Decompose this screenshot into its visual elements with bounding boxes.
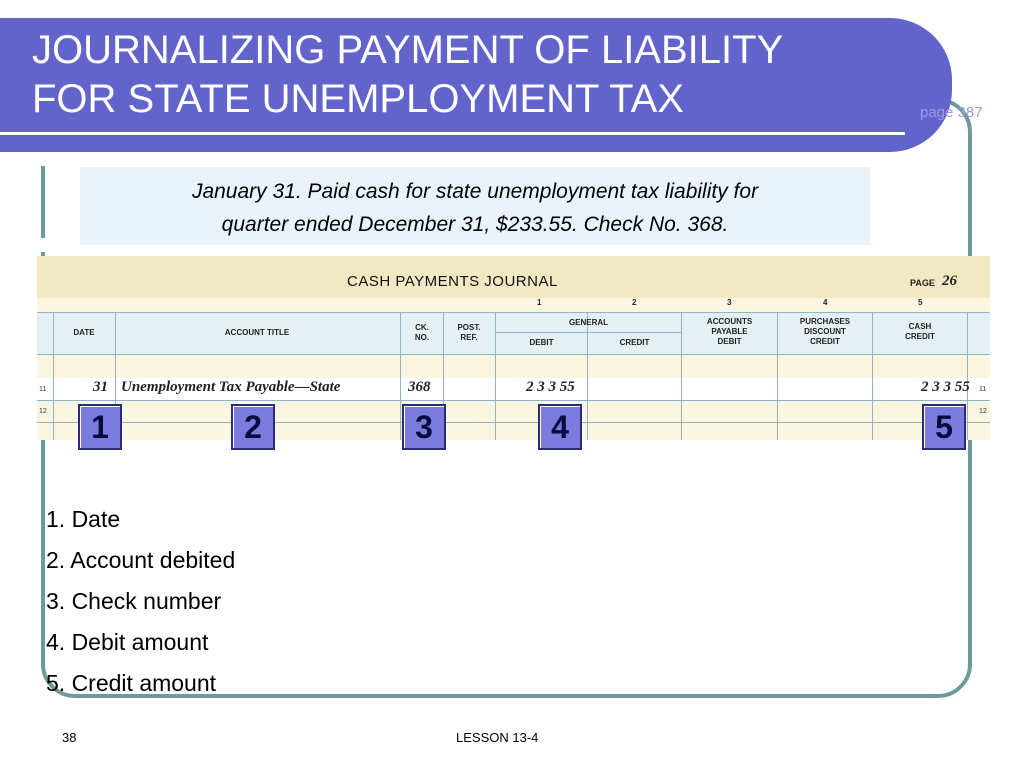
header-post-ref: POST. REF. [457,323,481,342]
column-number: 1 [537,298,542,307]
header-purchases-discount-credit: PURCHASES DISCOUNT CREDIT [799,317,851,346]
rule [37,354,990,355]
column-rule [967,312,968,440]
rule [37,312,990,313]
entry-check-no: 368 [408,379,431,395]
callout-4: 4 [538,404,582,450]
column-number: 4 [823,298,828,307]
line-number: 11 [979,386,987,393]
line-number: 12 [39,408,47,415]
legend-list [46,504,235,709]
column-rule [495,312,496,440]
header-cash-credit: CASH CREDIT [905,322,935,341]
header-general-debit: DEBIT [529,338,554,347]
title-underline [0,132,905,135]
entry-day: 31 [93,379,108,395]
rule [37,422,990,423]
legend-item: 3. Check number [46,588,222,614]
line-number: 11 [39,386,47,393]
entry-general-debit: 2 3 3 55 [526,379,575,395]
page-reference: page 387 [920,104,983,121]
entry-account-title: Unemployment Tax Payable—State [121,379,341,395]
legend-item: 5. Credit amount [46,670,217,696]
header-accounts-payable-debit: ACCOUNTS PAYABLE DEBIT [706,317,753,346]
header-date: DATE [73,328,95,337]
journal-page-number: 26 [942,273,957,289]
column-rule [53,312,54,440]
column-number: 3 [727,298,732,307]
journal-page-label: PAGE [910,278,935,288]
journal-title: CASH PAYMENTS JOURNAL [347,273,558,290]
transaction-text: January 31. Paid cash for state unemployment tax liability for quarter ended December 31, $233.55. Check No. 368. [191,180,759,236]
column-number: 5 [918,298,923,307]
header-general: GENERAL [568,318,609,327]
header-general-credit: CREDIT [619,338,650,347]
callout-1: 1 [78,404,122,450]
column-number: 2 [632,298,637,307]
header-ck-no: CK. NO. [414,323,430,342]
lesson-label: LESSON 13-4 [456,730,539,745]
entry-cash-credit: 2 3 3 55 [921,379,970,395]
legend-item: 4. Debit amount [46,629,209,655]
frame-gap [35,152,49,166]
slide-number: 38 [62,730,77,745]
rule [495,332,681,333]
rule [37,400,990,401]
slide-title: JOURNALIZING PAYMENT OF LIABILITY FOR STATE UNEMPLOYMENT TAX [32,28,784,121]
legend-item: 2. Account debited [46,547,236,573]
callout-5: 5 [922,404,966,450]
header-account-title: ACCOUNT TITLE [224,328,290,337]
cash-payments-journal [37,256,990,440]
line-number: 12 [979,408,987,415]
callout-2: 2 [231,404,275,450]
callout-3: 3 [402,404,446,450]
legend-item: 1. Date [46,506,121,532]
column-rule [587,312,588,440]
frame-gap [35,238,49,252]
